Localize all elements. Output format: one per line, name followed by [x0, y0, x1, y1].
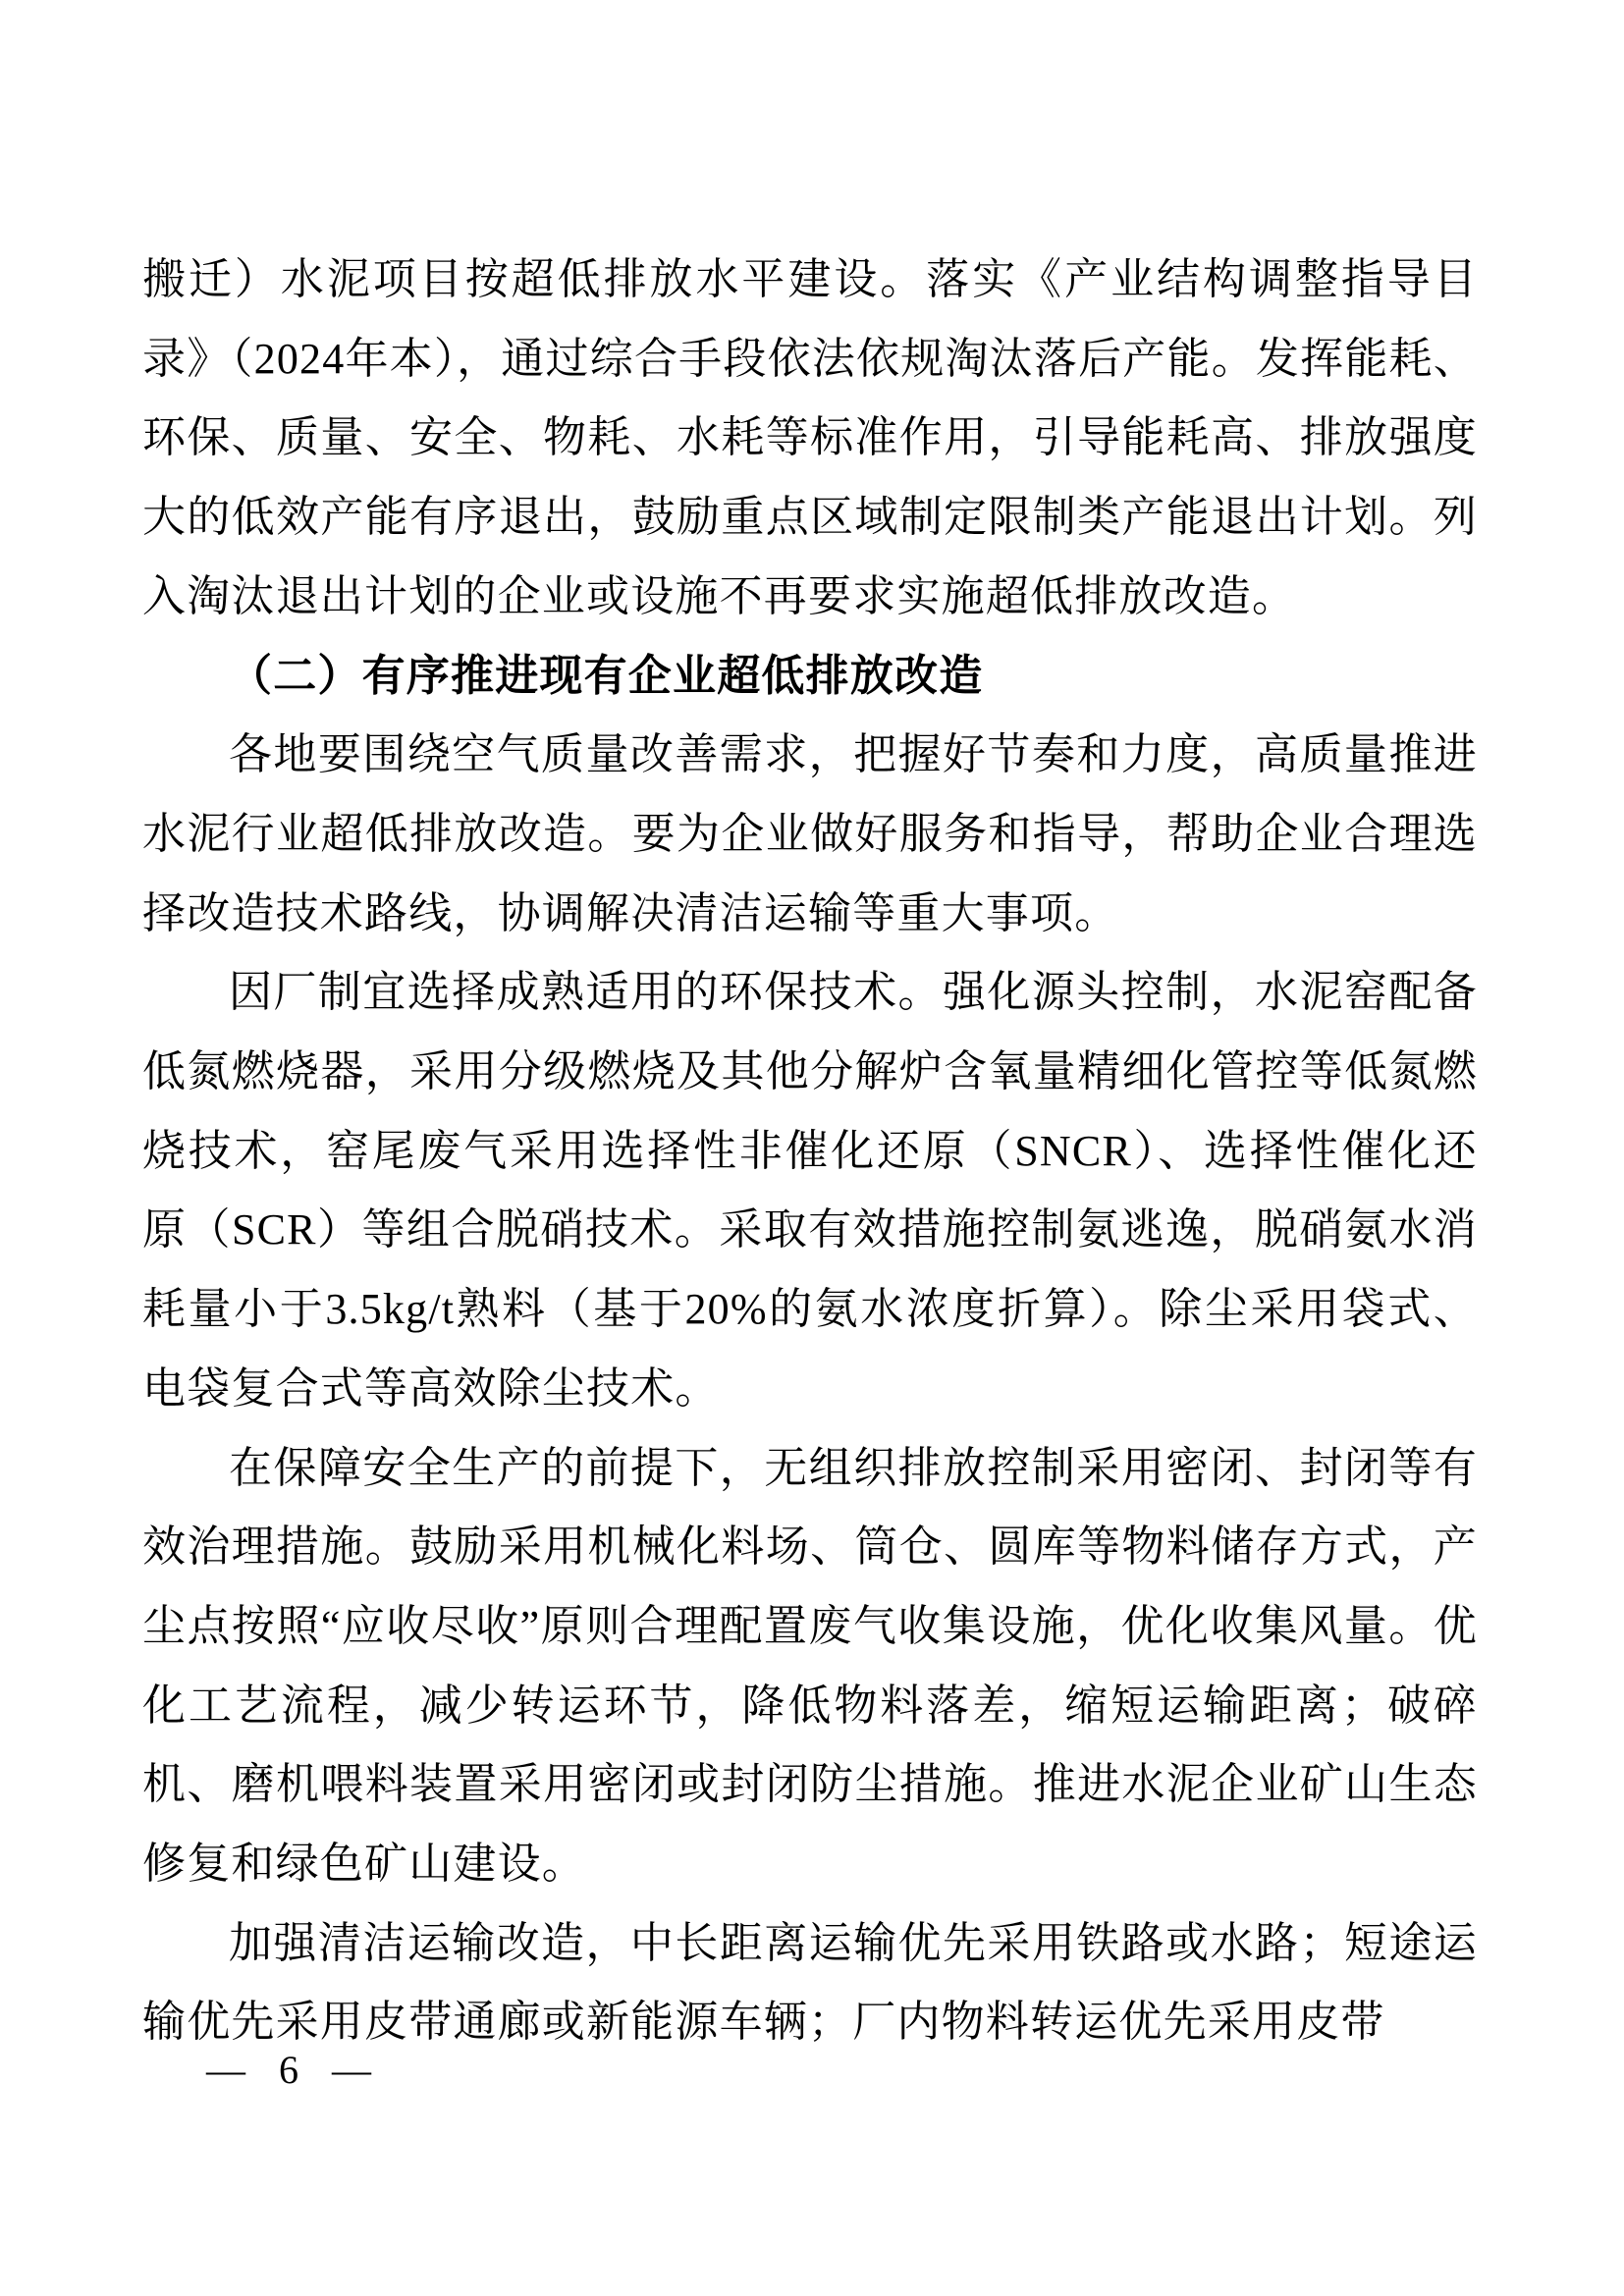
body-paragraph: 各地要围绕空气质量改善需求，把握好节奏和力度，高质量推进水泥行业超低排放改造。要为企业做好服务和指导，帮助企业合理选择改造技术路线，协调解决清洁运输等重大事项。 — [142, 730, 1478, 937]
body-paragraph: 在保障安全生产的前提下，无组织排放控制采用密闭、封闭等有效治理措施。鼓励采用机械化料场、筒仓、圆库等物料储存方式，产尘点按照“应收尽收”原则合理配置废气收集设施，优化收集风量。优化工艺流程，减少转运环节，降低物料落差，缩短运输距离；破碎机、磨机喂料装置采用密闭或封闭防尘措施。推进水泥企业矿山生态修复和绿色矿山建设。 — [142, 1443, 1478, 1889]
body-paragraph: 加强清洁运输改造，中长距离运输优先采用铁路或水路；短途运输优先采用皮带通廊或新能源车辆；厂内物料转运优先采用皮带 — [142, 1918, 1478, 2047]
section-heading: （二）有序推进现有企业超低排放改造 — [229, 651, 984, 700]
page-number-footer: — 6 — — [206, 2048, 383, 2092]
body-paragraph: 搬迁）水泥项目按超低排放水平建设。落实《产业结构调整指导目录》（2024年本），通过综合手段依法依规淘汰落后产能。发挥能耗、环保、质量、安全、物耗、水耗等标准作用，引导能耗高、排放强度大的低效产能有序退出，鼓励重点区域制定限制类产能退出计划。列入淘汰退出计划的企业或设施不再要求实施超低排放改造。 — [142, 255, 1478, 620]
body-paragraph: 因厂制宜选择成熟适用的环保技术。强化源头控制，水泥窑配备低氮燃烧器，采用分级燃烧及其他分解炉含氧量精细化管控等低氮燃烧技术，窑尾废气采用选择性非催化还原（SNCR）、选择性催化还原（SCR）等组合脱硝技术。采取有效措施控制氨逃逸，脱硝氨水消耗量小于3.5kg/t熟料（基于20%的氨水浓度折算）。除尘采用袋式、电袋复合式等高效除尘技术。 — [142, 968, 1478, 1413]
document-body — [142, 240, 1478, 2062]
